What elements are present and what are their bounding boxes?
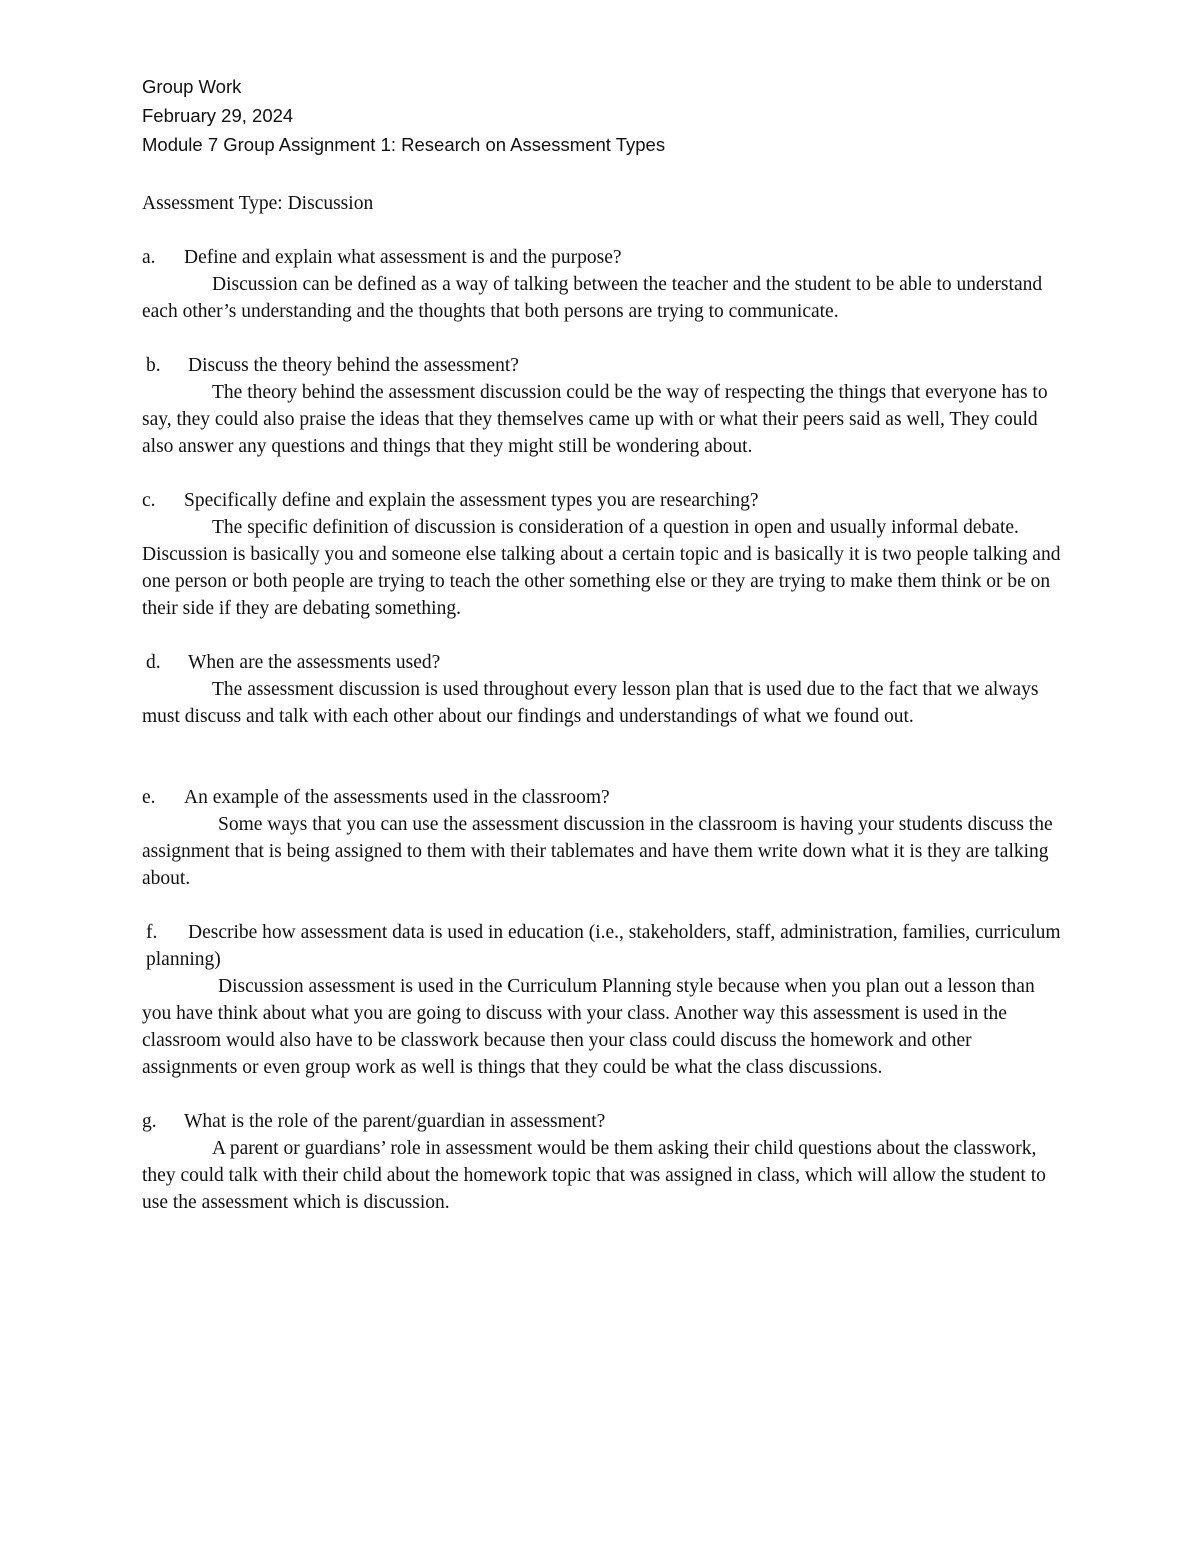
- answer-g: A parent or guardians’ role in assessment would be them asking their child questions about the classwork, they could talk with their child about the homework topic that was assigned in class, which will allow the student to use the assessment which is discussion.: [142, 1138, 1046, 1213]
- question-text: What is the role of the parent/guardian in assessment?: [184, 1111, 606, 1132]
- section-f: [142, 919, 1062, 1081]
- question-text: Specifically define and explain the assessment types you are researching?: [184, 490, 759, 511]
- question-d: [142, 649, 1062, 676]
- question-text: Describe how assessment data is used in education (i.e., stakeholders, staff, administration, families, curriculum planning): [146, 922, 1061, 970]
- question-g: [142, 1108, 1062, 1135]
- document-header: [142, 72, 665, 159]
- date-line: February 29, 2024: [142, 105, 294, 126]
- question-letter: g.: [142, 1111, 157, 1132]
- question-letter: f.: [146, 922, 158, 943]
- section-d: [142, 649, 1062, 730]
- section-c: [142, 487, 1062, 622]
- question-text: An example of the assessments used in the classroom?: [184, 787, 610, 808]
- answer-c: The specific definition of discussion is consideration of a question in open and usually informal debate. Discussion is basically you and someone else talking about a certain topic and is basically it is two people talking and one person or both people are trying to teach the other something else or they are trying to make them think or be on their side if they are debating something.: [142, 517, 1061, 619]
- author-line: Group Work: [142, 76, 242, 97]
- question-text: Define and explain what assessment is and the purpose?: [184, 247, 622, 268]
- assessment-type-line: Assessment Type: Discussion: [142, 193, 374, 214]
- answer-e: Some ways that you can use the assessment discussion in the classroom is having your students discuss the assignment that is being assigned to them with their tablemates and have them write down what it is they are talking about.: [142, 814, 1053, 889]
- section-a: [142, 244, 1062, 325]
- question-letter: e.: [142, 787, 156, 808]
- answer-f: Discussion assessment is used in the Curriculum Planning style because when you plan out a lesson than you have think about what you are going to discuss with your class. Another way this assessment is used in the classroom would also have to be classwork because then your class could discuss the homework and other assignments or even group work as well is things that they could be what the class discussions.: [142, 976, 1035, 1078]
- answer-d: The assessment discussion is used throughout every lesson plan that is used due to the fact that we always must discuss and talk with each other about our findings and understandings of what we found out.: [142, 679, 1039, 727]
- question-b: [142, 352, 1062, 379]
- question-c: [142, 487, 1062, 514]
- question-e: [142, 784, 1062, 811]
- question-text: Discuss the theory behind the assessment?: [188, 355, 519, 376]
- question-letter: a.: [142, 247, 156, 268]
- question-letter: b.: [146, 355, 161, 376]
- section-e: [142, 784, 1062, 892]
- question-f: [142, 919, 1062, 973]
- question-text: When are the assessments used?: [188, 652, 441, 673]
- question-letter: d.: [146, 652, 161, 673]
- document-body: [142, 190, 1062, 1243]
- answer-a: Discussion can be defined as a way of talking between the teacher and the student to be able to understand each other’s understanding and the thoughts that both persons are trying to communicate.: [142, 274, 1043, 322]
- section-g: [142, 1108, 1062, 1216]
- answer-b: The theory behind the assessment discussion could be the way of respecting the things that everyone has to say, they could also praise the ideas that they themselves came up with or what their peers said as well, They could also answer any questions and things that they might still be wondering about.: [142, 382, 1048, 457]
- question-letter: c.: [142, 490, 156, 511]
- question-a: [142, 244, 1062, 271]
- document-title: Module 7 Group Assignment 1: Research on Assessment Types: [142, 134, 666, 155]
- section-b: [142, 352, 1062, 460]
